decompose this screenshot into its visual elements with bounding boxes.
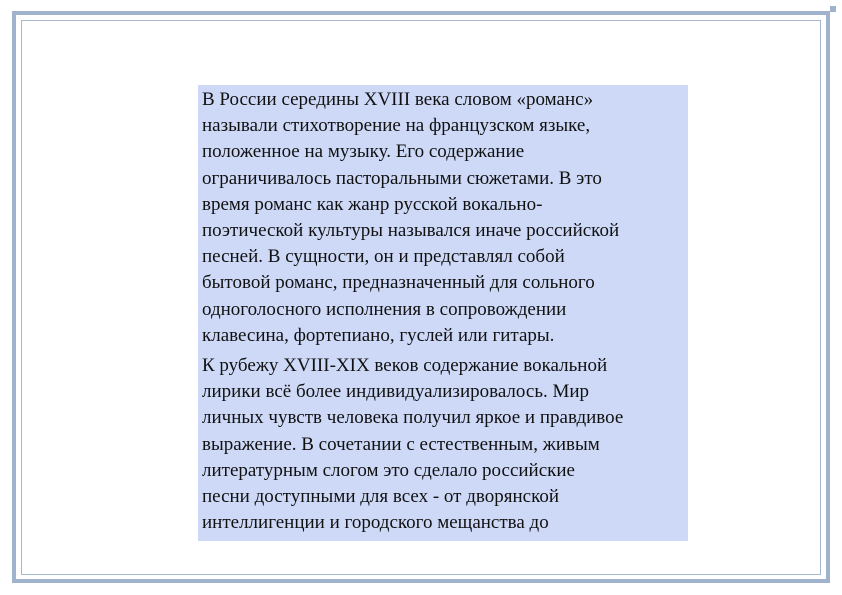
- paragraph-2: [202, 353, 684, 536]
- text-line: К рубежу XVIII-XIX веков содержание вокальной: [202, 355, 608, 377]
- paragraph-1: [202, 87, 684, 349]
- text-line: поэтической культуры назывался иначе российской: [202, 220, 620, 242]
- text-line: песни доступными для всех - от дворянской: [202, 486, 560, 508]
- text-line: В России середины XVIII века словом «романс»: [202, 89, 594, 110]
- text-line: ограничивалось пасторальными сюжетами. В это: [202, 167, 602, 189]
- text-line: песней. В сущности, он и представлял собой: [202, 246, 565, 268]
- text-line: личных чувств человека получил яркое и правдивое: [202, 407, 624, 429]
- text-line: интеллигенции и городского мещанства до: [202, 512, 549, 534]
- text-line: бытовой романс, предназначенный для сольного: [202, 272, 595, 294]
- text-box: [198, 85, 688, 541]
- text-line: одноголосного исполнения в сопровождении: [202, 298, 567, 320]
- text-line: время романс как жанр русской вокально-: [202, 193, 543, 215]
- text-line: выражение. В сочетании с естественным, живым: [202, 433, 600, 455]
- text-line: положенное на музыку. Его содержание: [202, 141, 525, 163]
- text-line: лирики всё более индивидуализировалось. Мир: [202, 381, 590, 403]
- text-line: клавесина, фортепиано, гуслей или гитары.: [202, 324, 555, 346]
- corner-decoration: [830, 6, 836, 12]
- text-line: литературным слогом это сделало российские: [202, 459, 575, 481]
- text-line: называли стихотворение на французском языке,: [202, 115, 591, 137]
